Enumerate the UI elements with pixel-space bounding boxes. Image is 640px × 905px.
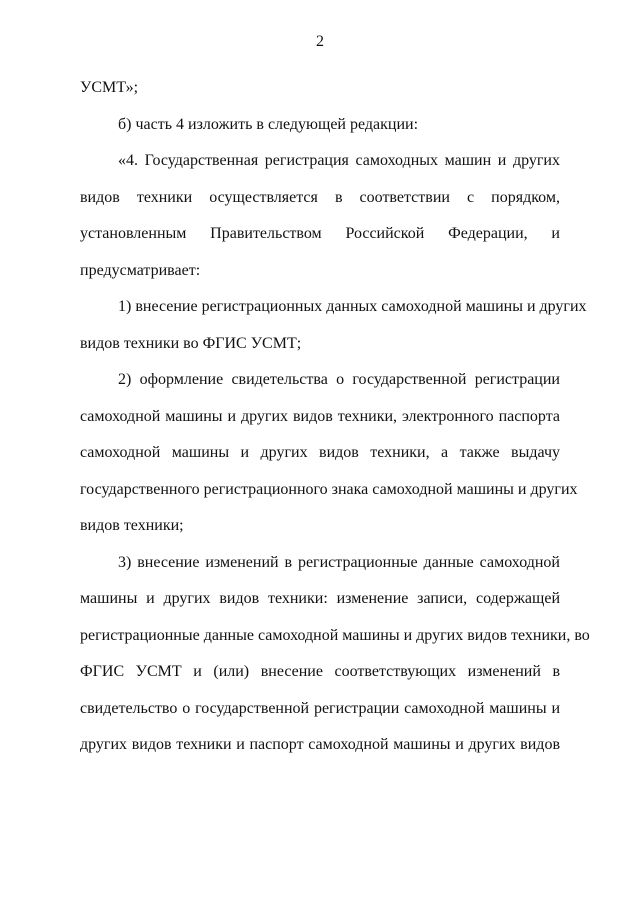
text-line: свидетельство о государственной регистрации самоходной машины и — [80, 699, 560, 717]
text-line: установленным Правительством Российской Федерации, и — [80, 225, 560, 242]
text-line: б) часть 4 изложить в следующей редакции: — [118, 115, 419, 133]
text-line: видов техники осуществляется в соответствии с порядком, — [80, 188, 560, 206]
text-line: регистрационные данные самоходной машины и других видов техники, во — [80, 626, 590, 644]
text-line: 2) оформление свидетельства о государственной регистрации — [118, 371, 560, 388]
text-line: УСМТ»; — [80, 79, 139, 96]
text-line: видов техники во ФГИС УСМТ; — [80, 334, 302, 352]
text-line: 3) внесение изменений в регистрационные данные самоходной — [118, 553, 560, 571]
text-line: самоходной машины и других видов техники, электронного паспорта — [80, 407, 560, 425]
document-body — [80, 70, 590, 764]
page-number: 2 — [316, 33, 324, 50]
text-line: государственного регистрационного знака самоходной машины и других — [80, 480, 578, 498]
text-line: машины и других видов техники: изменение записи, содержащей — [80, 590, 560, 607]
text-line: 1) внесение регистрационных данных самоходной машины и других — [118, 298, 587, 315]
text-line: видов техники; — [80, 517, 184, 534]
text-line: предусматривает: — [80, 261, 201, 279]
text-line: других видов техники и паспорт самоходной машины и других видов — [80, 736, 560, 753]
text-line: самоходной машины и других видов техники, а также выдачу — [80, 444, 560, 461]
text-line: ФГИС УСМТ и (или) внесение соответствующих изменений в — [80, 663, 560, 680]
text-line: «4. Государственная регистрация самоходных машин и других — [118, 152, 560, 169]
